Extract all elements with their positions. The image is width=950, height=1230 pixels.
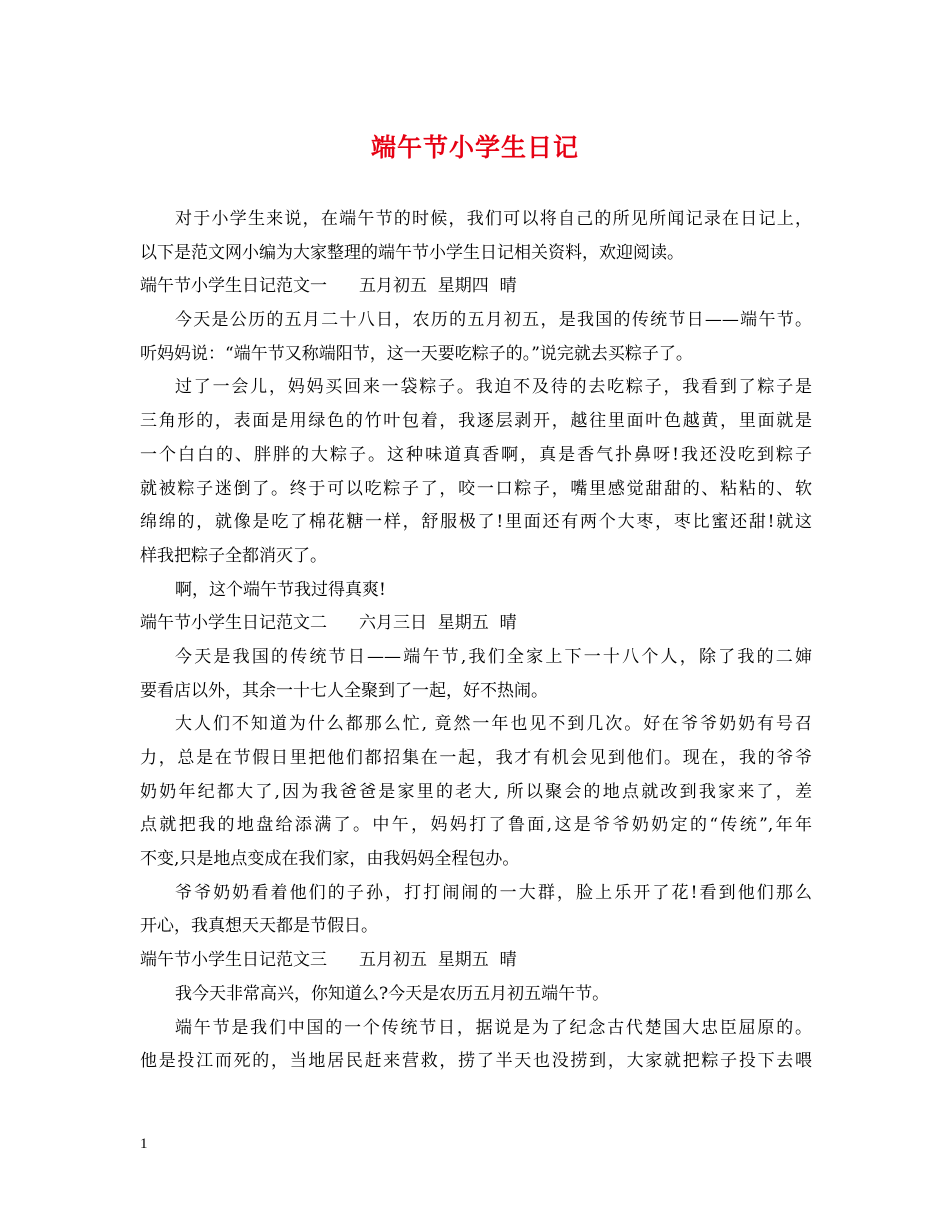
text-line: 要看店以外，其余一十七人全聚到了一起，好不热闹。 [140, 680, 548, 701]
text-line: 力，总是在节假日里把他们都招集在一起，我才有机会见到他们。现在，我的爷爷 [140, 748, 812, 768]
text-line: 绵绵的，就像是吃了棉花糖一样，舒服极了!里面还有两个大枣，枣比蜜还甜!就这 [140, 512, 812, 533]
section-heading-meta: 五月初五 星期四 晴 [359, 276, 517, 297]
text-line: 不变,只是地点变成在我们家，由我妈妈全程包办。 [140, 849, 520, 870]
section-heading-meta: 五月初五 星期五 晴 [359, 950, 517, 971]
text-line: 对于小学生来说，在端午节的时候，我们可以将自己的所见所闻记录在日记上， [175, 209, 812, 229]
text-line: 三角形的，表面是用绿色的竹叶包着，我逐层剥开，越往里面叶色越黄，里面就是 [140, 411, 812, 432]
text-line: 就被粽子迷倒了。终于可以吃粽子了，咬一口粽子，嘴里感觉甜甜的、粘粘的、软 [140, 478, 812, 499]
text-line: 他是投江而死的，当地居民赶来营救，捞了半天也没捞到，大家就把粽子投下去喂 [140, 1051, 812, 1072]
text-line: 端午节是我们中国的一个传统节日，据说是为了纪念古代楚国大忠臣屈原的。 [175, 1017, 812, 1038]
text-line: 奶奶年纪都大了,因为我爸爸是家里的老大, 所以聚会的地点就改到我家来了，差 [140, 781, 812, 802]
section-heading-meta: 六月三日 星期五 晴 [359, 613, 517, 634]
section-heading-label: 端午节小学生日记范文一 [140, 276, 327, 297]
section-heading [140, 270, 812, 304]
text-line: 大人们不知道为什么都那么忙, 竟然一年也见不到几次。好在爷爷奶奶有号召 [175, 714, 812, 735]
text-line: 今天是公历的五月二十八日，农历的五月初五，是我国的传统节日——端午节。 [175, 310, 812, 331]
text-line: 一个白白的、胖胖的大粽子。这种味道真香啊，真是香气扑鼻呀!我还没吃到粽子 [140, 444, 812, 465]
text-line: 听妈妈说：“端午节又称端阳节，这一天要吃粽子的。”说完就去买粽子了。 [140, 343, 693, 364]
section-heading [140, 607, 812, 641]
text-line: 今天是我国的传统节日——端午节,我们全家上下一十八个人，除了我的二婶 [175, 646, 812, 667]
section-heading-label: 端午节小学生日记范文二 [140, 613, 327, 634]
section-heading [140, 944, 812, 978]
document-body [140, 203, 812, 1079]
section-heading-label: 端午节小学生日记范文三 [140, 950, 327, 971]
text-line: 爷爷奶奶看着他们的子孙，打打闹闹的一大群，脸上乐开了花!看到他们那么 [175, 882, 812, 903]
text-line: 我今天非常高兴，你知道么?今天是农历五月初五端午节。 [175, 983, 610, 1004]
text-line: 啊，这个端午节我过得真爽! [175, 579, 386, 600]
text-line: 点就把我的地盘给添满了。中午，妈妈打了鲁面,这是爷爷奶奶定的“传统”,年年 [140, 815, 812, 836]
page-number: 1 [140, 1136, 148, 1152]
text-line: 过了一会儿，妈妈买回来一袋粽子。我迫不及待的去吃粽子，我看到了粽子是 [175, 377, 812, 398]
text-line: 开心，我真想天天都是节假日。 [140, 916, 378, 937]
page-title: 端午节小学生日记 [370, 133, 579, 162]
text-line: 以下是范文网小编为大家整理的端午节小学生日记相关资料，欢迎阅读。 [140, 242, 684, 263]
text-line: 样我把粽子全都消灭了。 [140, 545, 327, 566]
